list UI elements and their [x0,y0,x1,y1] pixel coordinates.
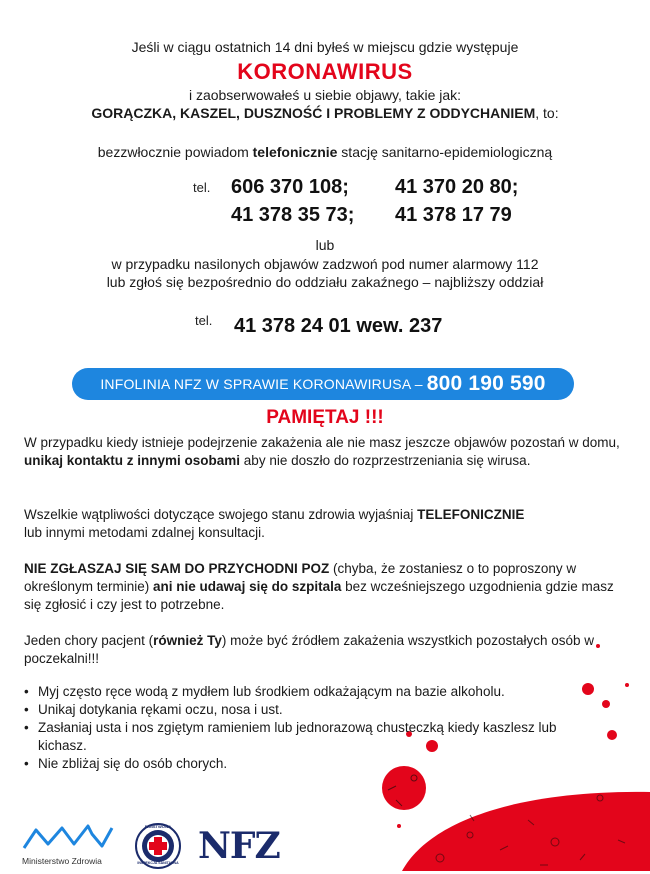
p4-text: Jeden chory pacjent ( [24,633,154,648]
notify-line [0,143,650,161]
phone-number: 41 378 35 73; [231,204,355,226]
p3-bold: NIE ZGŁASZAJ SIĘ SAM DO PRZYCHODNI POZ [24,561,330,576]
tel-label: tel. [193,180,211,195]
or-text: lub [315,237,335,253]
paragraph-stay-home [24,434,626,470]
infoline-number: 800 190 590 [426,372,546,395]
phone-number: 41 370 20 80; [395,176,519,198]
ministry-logo-icon [22,824,114,850]
p2-text: Wszelkie wątpliwości dotyczące swojego stanu zdrowia wyjaśniaj [24,507,418,522]
notify-bold: telefonicznie [252,144,338,160]
advice-list [24,683,604,773]
tel-label: tel. [195,313,213,328]
ward-line: lub zgłoś się bezpośrednio do oddziału zakaźnego – najbliższy oddział [106,274,544,290]
p3-text-end: bez wcześniejszego uzgodnienia gdzie masz się zgłosić i czy jest to potrzebne. [24,579,614,612]
p2-text-end: lub innymi metodami zdalnej konsultacji. [24,525,265,540]
paragraph-phone-consult [24,506,626,542]
paragraph-waiting-room [24,632,626,668]
phone-number: 41 378 17 79 [395,204,512,226]
infoline-banner [72,368,574,400]
list-item: • Nie zbliżaj się do osób chorych. [24,755,604,773]
ward-phone-number: 41 378 24 01 wew. 237 [234,315,443,337]
p3-bold-2: ani nie udawaj się do szpitala [153,579,342,594]
p4-text-end: ) może być źródłem zakażenia wszystkich pozostałych osób w poczekalni!!! [24,633,594,666]
sanepid-bottom-text: INSPEKCJA SANITARNA [137,861,179,865]
virus-heading: KORONAWIRUS [237,59,413,84]
notify-pre: bezzwłocznie powiadom [97,144,253,160]
ministry-name: Ministerstwo Zdrowia [22,856,102,866]
phone-number: 606 370 108; [231,176,349,198]
emergency-line: w przypadku nasilonych objawów zadzwoń pod numer alarmowy 112 [111,256,539,272]
symptoms-tail: , to: [535,105,559,121]
paragraph-no-clinic [24,560,626,614]
p2-bold: TELEFONICZNIE [417,507,525,522]
p1-text-end: aby nie doszło do rozprzestrzeniania się wirusa. [240,453,531,468]
ministry-logo [22,824,122,868]
infoline-label: INFOLINIA NFZ W SPRAWIE KORONAWIRUSA – [100,376,423,392]
p3-text: (chyba, że zostaniesz o to poproszony w określonym terminie) [24,561,577,594]
p1-bold: unikaj kontaktu z innymi osobami [24,453,241,468]
symptoms-intro: i zaobserwowałeś u siebie objawy, takie jak: [188,87,462,103]
notify-post: stację sanitarno-epidemiologiczną [337,144,553,160]
list-item: • Unikaj dotykania rękami oczu, nosa i ust. [24,701,604,719]
symptoms-list: GORĄCZKA, KASZEL, DUSZNOŚĆ I PROBLEMY Z ODDYCHANIEM [91,105,536,121]
sanepid-logo [135,823,181,869]
list-item: • Zasłaniaj usta i nos zgiętym ramieniem lub jednorazową chusteczką kiedy kaszlesz lub kichasz. [24,719,604,755]
intro-line: Jeśli w ciągu ostatnich 14 dni byłeś w miejscu gdzie występuje [131,39,519,55]
p4-bold: również Ty [153,633,222,648]
remember-heading: PAMIĘTAJ !!! [266,407,384,428]
nfz-logo: NFZ [198,825,280,867]
symptoms-line [0,104,650,122]
sanepid-top-text: PAŃSTWOWA [144,824,172,829]
p1-text: W przypadku kiedy istnieje podejrzenie zakażenia ale nie masz jeszcze objawów pozostań w domu, [24,435,620,450]
list-item: • Myj często ręce wodą z mydłem lub środkiem odkażającym na bazie alkoholu. [24,683,604,701]
